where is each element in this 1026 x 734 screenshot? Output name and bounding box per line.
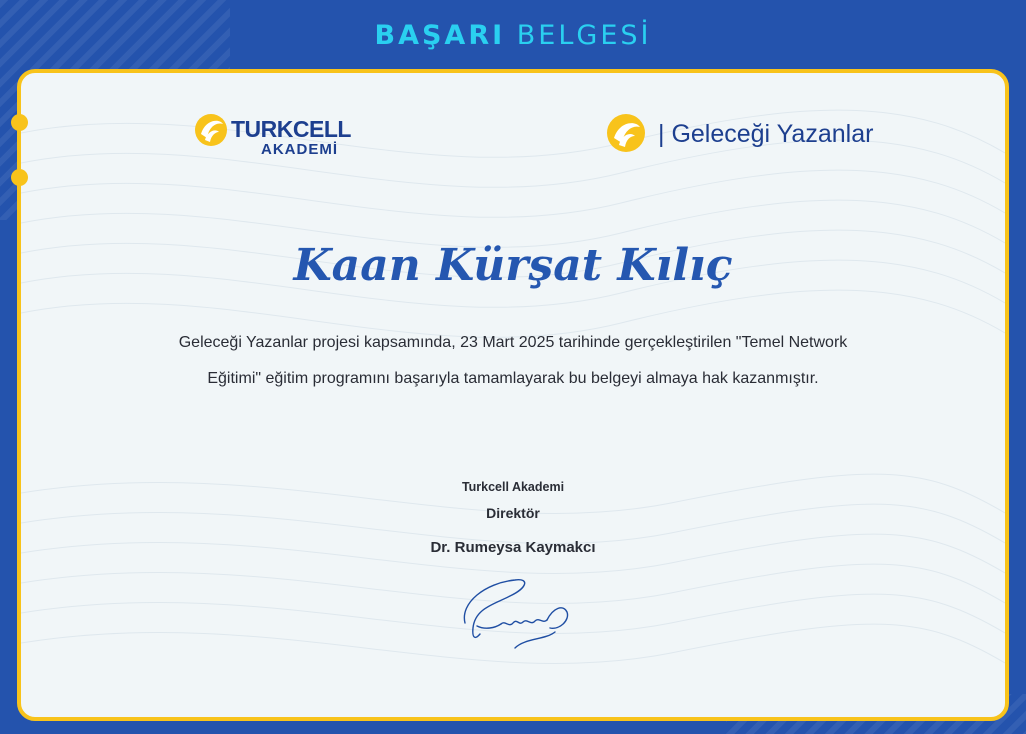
signatory-name: Dr. Rumeysa Kaymakcı [430, 539, 596, 556]
turkcell-leaf-icon [193, 110, 229, 150]
binder-dot [11, 169, 28, 186]
signatory-organization: Turkcell Akademi [461, 480, 565, 494]
binder-dot [11, 114, 28, 131]
signatory-title: Direktör [486, 505, 540, 521]
gelecegi-yazanlar-logo [605, 112, 905, 156]
turkcell-akademi-logo [193, 110, 353, 160]
handwritten-signature [455, 568, 585, 658]
header-title-light: BELGESİ [516, 20, 652, 51]
turkcell-leaf-icon [605, 112, 647, 154]
header-title-bold: BAŞARI [374, 20, 506, 51]
certificate-body-text: Geleceği Yazanlar projesi kapsamında, 23 Mart 2025 tarihinde gerçekleştirilen "Temel Network Eğitimi" eğitim programını başarıyla tamamlayarak bu belgeyi almaya hak kazanmıştır. [178, 334, 848, 387]
recipient-name: Kaan Kürşat Kılıç [293, 240, 733, 291]
gelecegi-yazanlar-wordmark: | Geleceği Yazanlar [658, 120, 874, 148]
turkcell-wordmark: TURKCELL [231, 116, 351, 142]
certificate-header [0, 20, 1026, 51]
akademi-wordmark: AKADEMİ [261, 141, 338, 158]
